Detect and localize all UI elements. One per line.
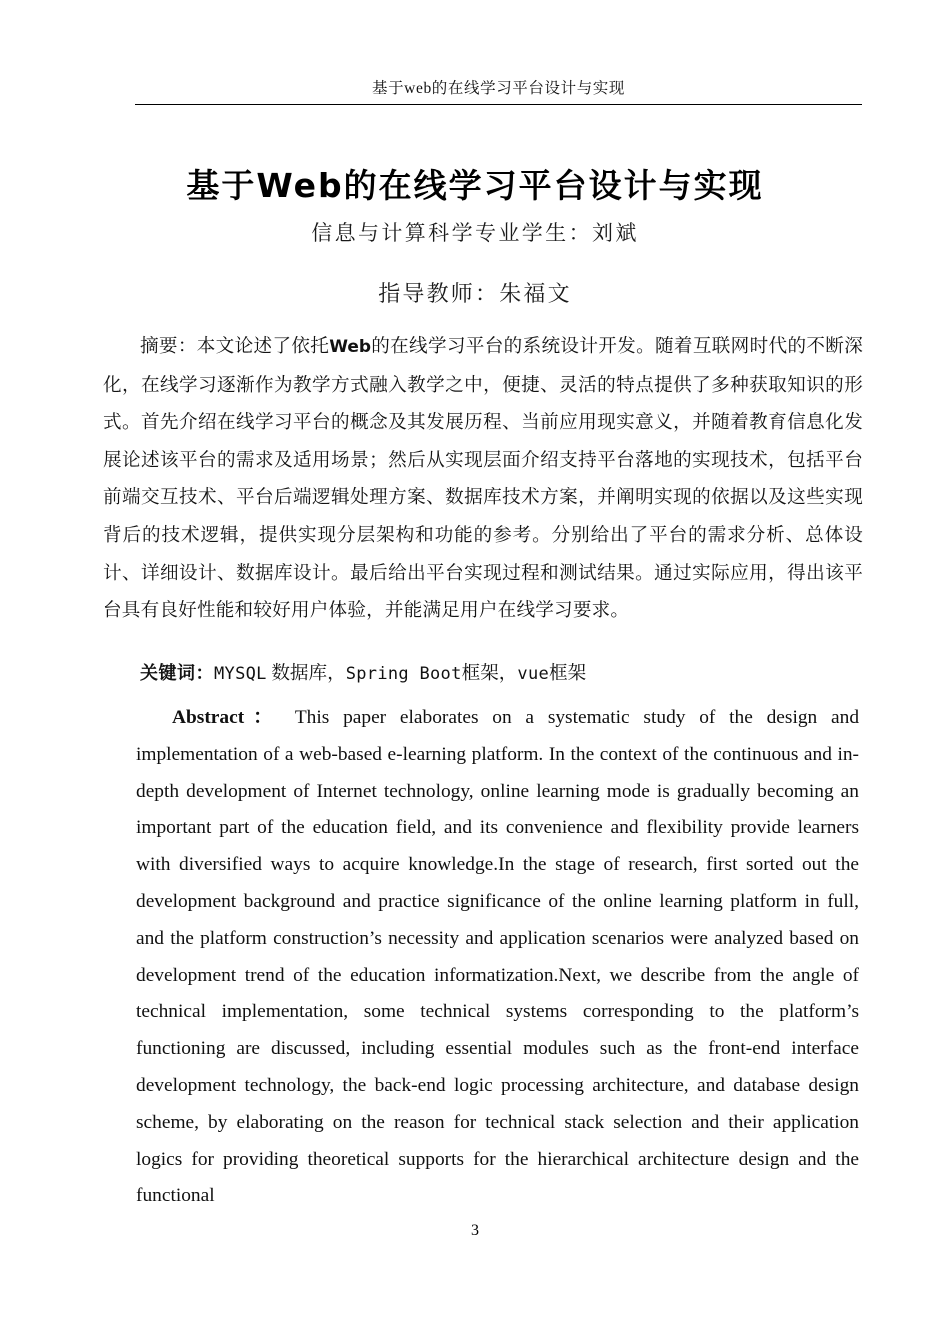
keywords-label: 关键词： — [140, 663, 214, 684]
english-abstract-body: This paper elaborates on a systematic study of the design and implementation of a web-based e-learning platform. In the context of the continuous and in-depth development of Internet technology, online learning mode is gradually becoming an important part of the education field, and its convenience and flexibility provide learners with diversified ways to acquire knowledge.In the stage of research, first sorted out the development background and practice significance of the online learning platform in full, and the platform construction’s necessity and application scenarios were analyzed based on development trend of the education informatization.Next, we describe from the angle of technical implementation, some technical systems corresponding to the platform’s functioning are discussed, including essential modules such as the front-end interface development technology, the back-end logic processing architecture, and database design scheme, by elaborating on the reason for technical stack selection and their application logics for providing theoretical supports for the hierarchical architecture design and the functional — [136, 707, 860, 1207]
chinese-abstract-label: 摘要： — [140, 336, 197, 357]
byline-advisor: 指导教师：朱福文 — [378, 281, 572, 306]
chinese-abstract-part1: 本文论述了依托 — [196, 336, 330, 357]
page-number: 3 — [471, 1222, 479, 1239]
header-divider-rule — [135, 104, 862, 105]
keyword-vue-suffix: 框架 — [549, 663, 587, 684]
keyword-vue: vue — [517, 664, 550, 684]
running-header — [135, 78, 862, 105]
running-header-title: 基于web的在线学习平台设计与实现 — [371, 80, 626, 97]
keyword-springboot-suffix: 框架， — [461, 663, 518, 684]
keyword-mysql: MYSQL — [214, 664, 267, 684]
english-abstract-label: Abstract： — [172, 707, 282, 728]
keyword-mysql-suffix: 数据库， — [266, 663, 346, 684]
chinese-abstract-part2: 的在线学习平台的系统设计开发。随着互联网时代的不断深化，在线学习逐渐作为教学方式融入教学之中，便捷、灵活的特点提供了多种获取知识的形式。首先介绍在线学习平台的概念及其发展历程、当前应用现实意义，并随着教育信息化发展论述该平台的需求及适用场景；然后从实现层面介绍支持平台落地的实现技术，包括平台前端交互技术、平台后端逻辑处理方案、数据库技术方案，并阐明实现的依据以及这些实现背后的技术逻辑，提供实现分层架构和功能的参考。分别给出了平台的需求分析、总体设计、详细设计、数据库设计。最后给出平台实现过程和测试结果。通过实际应用，得出该平台具有良好性能和较好用户体验，并能满足用户在线学习要求。 — [103, 336, 864, 622]
byline-student: 信息与计算科学专业学生：刘斌 — [311, 221, 639, 245]
chinese-abstract-inline-latin: Web — [329, 337, 372, 357]
page-title: 基于Web的在线学习平台设计与实现 — [186, 166, 764, 206]
chinese-keywords-line — [103, 658, 863, 690]
keyword-springboot: Spring Boot — [345, 664, 462, 684]
chinese-abstract-paragraph — [103, 328, 863, 630]
english-abstract-paragraph — [136, 700, 859, 1215]
